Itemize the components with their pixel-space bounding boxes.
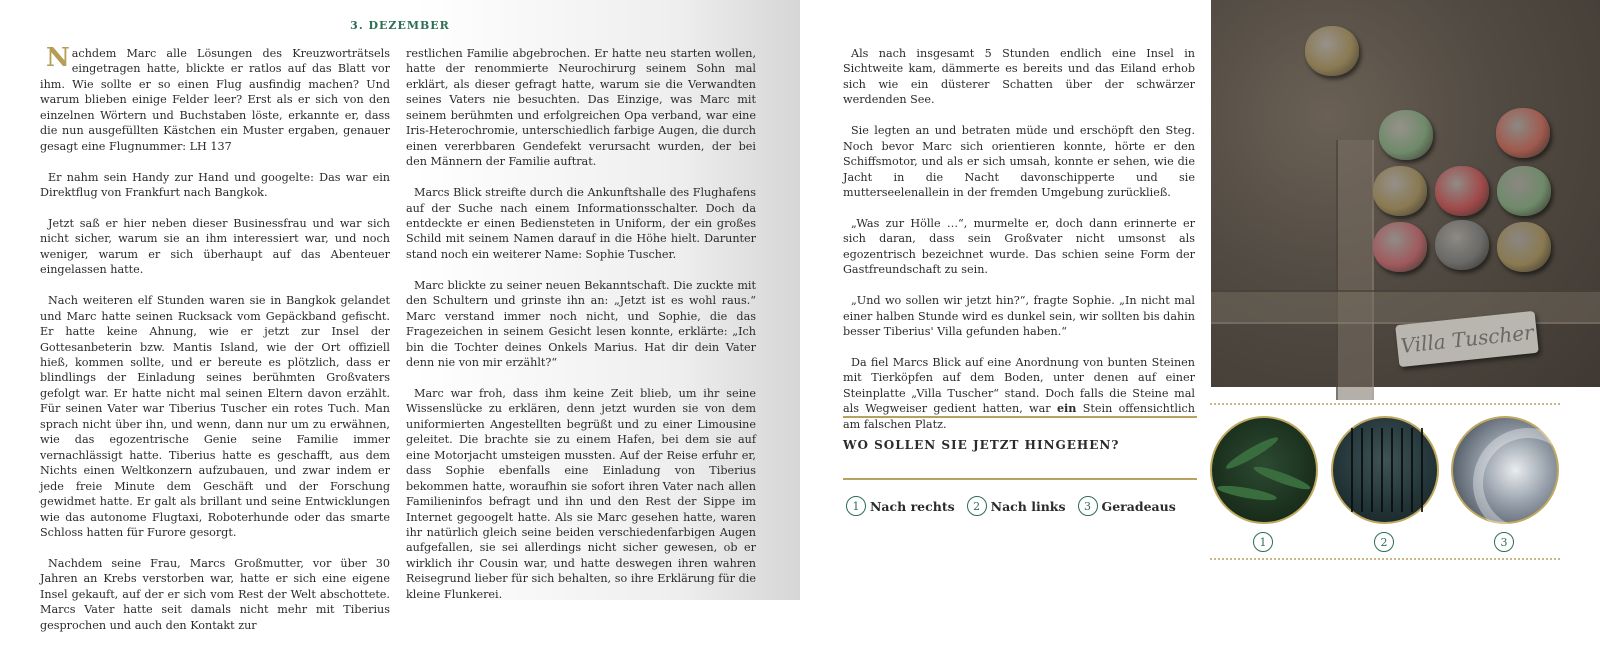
drop-cap: N (46, 43, 70, 73)
image-number-2: 2 (1374, 532, 1394, 552)
image-number-1: 1 (1253, 532, 1273, 552)
leaf-shape (1217, 483, 1278, 503)
eagle-stone-icon (1435, 166, 1489, 216)
paragraph: Nach weiteren elf Stunden waren sie in Bangkok gelandet und Marc hatte seinen Rucksack vom Gepäckband gefischt. Er hatte keine Ahnung, wie er jetzt zur Insel der Gottesanbeterin bzw. Mantis Island, wie der Ort offiziell hieß, kommen sollte, und er bereute es plötzlich, dass er blindlings der Einladung seines berühmten Großvaters gefolgt war. Er hatte nicht mal seinen Eltern davon erzählt. Für seinen Vater war Tiberius Tuscher ein rotes Tuch. Man sprach nicht über ihn, und wenn, dann nur um zu erwähnen, wie das egozentrische Genie seine Familie immer vernachlässigt hatte. Tiberius hatte es geschafft, aus dem Nichts einen Weltkonzern aufzubauen, und zwar indem er jede freie Minute dem Geschäft und der Forschung gewidmet hatte. Er galt als brillant und seine Entwicklungen wie das autonome Flugtaxi, Roboterhunde oder das smarte Schloss hatten für Furore gesorgt. (40, 294, 390, 539)
path-image-jungle[interactable] (1210, 416, 1318, 524)
dotted-divider (1210, 558, 1560, 560)
image-number-3: 3 (1494, 532, 1514, 552)
path-image-tunnel[interactable] (1451, 416, 1559, 524)
dotted-divider (1210, 403, 1560, 405)
paragraph: Nachdem seine Frau, Marcs Großmutter, vor über 30 Jahren an Krebs verstorben war, hatte er sich eine eigene Insel gekauft, auf der er sich vom Rest der Welt abschottete. Marcs Vater hatte seit damals nicht mehr mit Tiberius gesprochen und auch den Kontakt zur (40, 556, 390, 632)
number-badge: 1 (846, 496, 866, 516)
cheetah-stone-icon (1379, 110, 1433, 160)
paragraph: Nachdem Marc alle Lösungen des Kreuzworträtsels eingetragen hatte, blickte er ratlos auf das Blatt vor ihm. Wie sollte er so einen Flug ausfindig machen? Und warum blieben einige Felder leer? Erst als er sich von den einzelnen Wörtern und Buchstaben löste, erkannte er, dass die nun ausgefüllten Kästchen ein Muster ergaben, genauer gesagt eine Flugnummer: LH 137 (40, 43, 390, 153)
paragraph: „Und wo sollen wir jetzt hin?“, fragte Sophie. „In nicht mal einer halben Stunde wird es dunkel sein, wir sollten bis dahin besser Tiberius' Villa gefunden haben.“ (843, 294, 1195, 339)
buffalo-stone-icon (1373, 222, 1427, 272)
paragraph: Marcs Blick streifte durch die Ankunftshalle des Flughafens auf der Suche nach einem Informationsschalter. Doch da entdeckte er einen Bediensteten in Uniform, der ein großes Schild mit seinem Namen darauf in die Höhe hielt. Darunter stand noch ein weiterer Name: Sophie Tuscher. (406, 186, 756, 261)
paragraph: „Was zur Hölle …“, murmelte er, doch dann erinnerte er sich daran, dass sein Großvater nicht umsonst als egozentrisch bezeichnet wurde. Das schien seine Form der Gastfreundschaft zu sein. (843, 216, 1195, 277)
text-column-1 (40, 43, 390, 649)
text-column-3 (843, 46, 1195, 448)
chapter-date: 3. DEZEMBER (350, 19, 450, 32)
leaf-shape (1252, 463, 1312, 493)
answer-option-1[interactable] (846, 496, 955, 516)
ground-groove-horizontal (1211, 290, 1600, 324)
leaf-shape (1224, 434, 1281, 473)
paragraph: Er nahm sein Handy zur Hand und googelte: Das war ein Direktflug von Frankfurt nach Bangkok. (40, 170, 390, 200)
left-page (0, 0, 800, 632)
wolf-stone-icon (1496, 108, 1550, 158)
animal-stones-photo (1211, 0, 1600, 387)
answer-label: Geradeaus (1101, 498, 1176, 514)
answer-label: Nach links (990, 498, 1066, 514)
number-badge: 2 (967, 496, 987, 516)
paragraph: Sie legten an und betraten müde und erschöpft den Steg. Noch bevor Marc sich orientieren konnte, hörte er den Schiffsmotor, und als er sich umsah, konnte er sehen, wie die Jacht in die Nacht davonschipperte und sie mutterseelenallein in der fremden Umgebung zurückließ. (843, 124, 1195, 200)
bear-stone-icon (1497, 222, 1551, 272)
tiger-stone-icon (1373, 166, 1427, 216)
gorilla-stone-icon (1435, 220, 1489, 270)
question-heading: WO SOLLEN SIE JETZT HINGEHEN? (843, 438, 1120, 452)
answer-options (846, 496, 1188, 516)
paragraph: Als nach insgesamt 5 Stunden endlich eine Insel in Sichtweite kam, dämmerte es bereits und das Eiland erhob sich wie ein düsterer Schatten über der schwärzer werdenden See. (843, 47, 1195, 107)
ground-groove-vertical (1336, 140, 1374, 400)
villa-tuscher-plate: Villa Tuscher (1395, 311, 1539, 367)
text-column-2 (406, 46, 756, 618)
answer-option-3[interactable] (1078, 496, 1176, 516)
paragraph: Da fiel Marcs Blick auf eine Anordnung von bunten Steinen mit Tierköpfen auf dem Boden, unter denen auf einer Steinplatte „Villa Tuscher“ stand. Doch falls die Steine mal als Wegweiser gedient hatten, war ein Stein offensichtlich am falschen Platz. (843, 356, 1195, 431)
number-badge: 3 (1078, 496, 1098, 516)
paragraph: Marc blickte zu seiner neuen Bekanntschaft. Die zuckte mit den Schultern und grinste ihn an: „Jetzt ist es wohl raus.“ Marc verstand immer noch nicht, und Sophie, die das Fragezeichen in seinem Gesicht lesen konnte, erklärte: „Ich bin die Tochter deines Onkels Marius. Hat dir dein Vater denn nie von mir erzählt?“ (406, 278, 756, 370)
lion-stone-icon (1305, 26, 1359, 76)
gate-bars (1343, 428, 1427, 512)
paragraph: Jetzt saß er hier neben dieser Businessfrau und war sich nicht sicher, warum sie an ihm interessiert war, und noch weniger, warum er sich überhaupt auf das Abenteuer eingelassen hatte. (40, 216, 390, 277)
paragraph: restlichen Familie abgebrochen. Er hatte neu starten wollen, hatte der renommierte Neurochirurg seinem Sohn mal erklärt, als dieser gefragt hatte, warum sie die Verwandten seines Vaters nie besuchten. Das Einzige, was Marc mit seinem berühmten und erfolgreichen Opa verband, war eine Iris-Heterochromie, unterschiedlich farbige Augen, die durch einen vererbbaren Gendefekt verursacht wurden, der bei den Männern der Familie auftrat. (406, 47, 756, 169)
divider (843, 478, 1197, 480)
paragraph: Marc war froh, dass ihm keine Zeit blieb, um ihr seine Wissenslücke zu erklären, denn jetzt wurden sie von dem uniformierten Angestellten begrüßt und zu einer Limousine geleitet. Die brachte sie zu einem Hafen, bei dem sie auf eine Motorjacht umsteigen mussten. Auf der Reise erfuhr er, dass Sophie ebenfalls eine Einladung von Tiberius bekommen hatte, woraufhin sie sofort ihren Vater nach allen Familieninfos befragt und ihn und den Rest der Sippe im Internet gegoogelt hatte. Als sie Marc gesehen hatte, waren ihr natürlich gleich seine beiden verschiedenfarbigen Augen aufgefallen, sie sei allerdings nicht sicher gewesen, ob er wirklich ihr Cousin war, und hatte deswegen ihren wahren Reisegrund lieber für sich behalten, so ihre Erklärung für die kleine Flunkerei. (406, 386, 756, 601)
tunnel-swirl (1473, 428, 1583, 538)
answer-option-2[interactable] (967, 496, 1066, 516)
raccoon-stone-icon (1497, 166, 1551, 216)
answer-label: Nach rechts (870, 498, 955, 514)
divider (843, 416, 1197, 418)
path-image-gate[interactable] (1331, 416, 1439, 524)
